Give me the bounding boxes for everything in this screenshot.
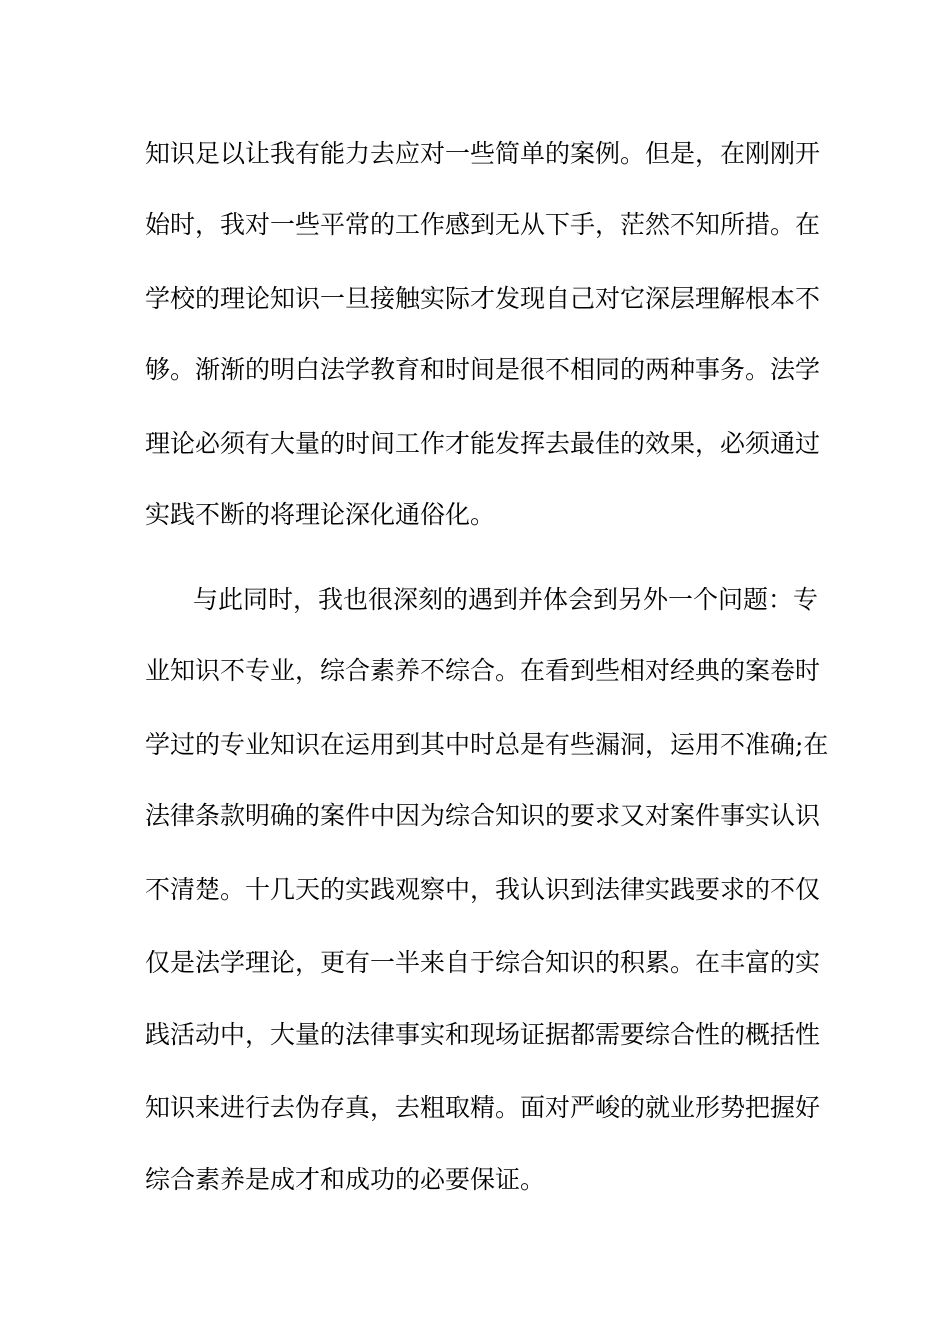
text-line: 不清楚。十几天的实践观察中，我认识到法律实践要求的不仅 [145, 875, 821, 904]
text-line: 法律条款明确的案件中因为综合知识的要求又对案件事实认识 [145, 801, 821, 830]
text-line: 学校的理论知识一旦接触实际才发现自己对它深层理解根本不 [145, 284, 821, 313]
text-line: 践活动中，大量的法律事实和现场证据都需要综合性的概括性 [145, 1020, 821, 1049]
text-line: 综合素养是成才和成功的必要保证。 [145, 1165, 546, 1194]
text-line: 知识来进行去伪存真，去粗取精。面对严峻的就业形势把握好 [145, 1093, 821, 1122]
text-line: 学过的专业知识在运用到其中时总是有些漏洞，运用不准确;在 [145, 730, 829, 759]
text-line: 实践不断的将理论深化通俗化。 [145, 500, 496, 529]
text-line: 知识足以让我有能力去应对一些简单的案例。但是，在刚刚开 [145, 139, 821, 168]
text-line: 仅是法学理论，更有一半来自于综合知识的积累。在丰富的实 [145, 948, 821, 977]
text-line: 始时，我对一些平常的工作感到无从下手，茫然不知所措。在 [145, 210, 821, 239]
text-line: 够。渐渐的明白法学教育和时间是很不相同的两种事务。法学 [145, 355, 821, 384]
text-line: 业知识不专业，综合素养不综合。在看到些相对经典的案卷时 [145, 656, 821, 685]
text-line: 与此同时，我也很深刻的遇到并体会到另外一个问题：专 [193, 585, 819, 614]
text-line: 理论必须有大量的时间工作才能发挥去最佳的效果，必须通过 [145, 429, 821, 458]
